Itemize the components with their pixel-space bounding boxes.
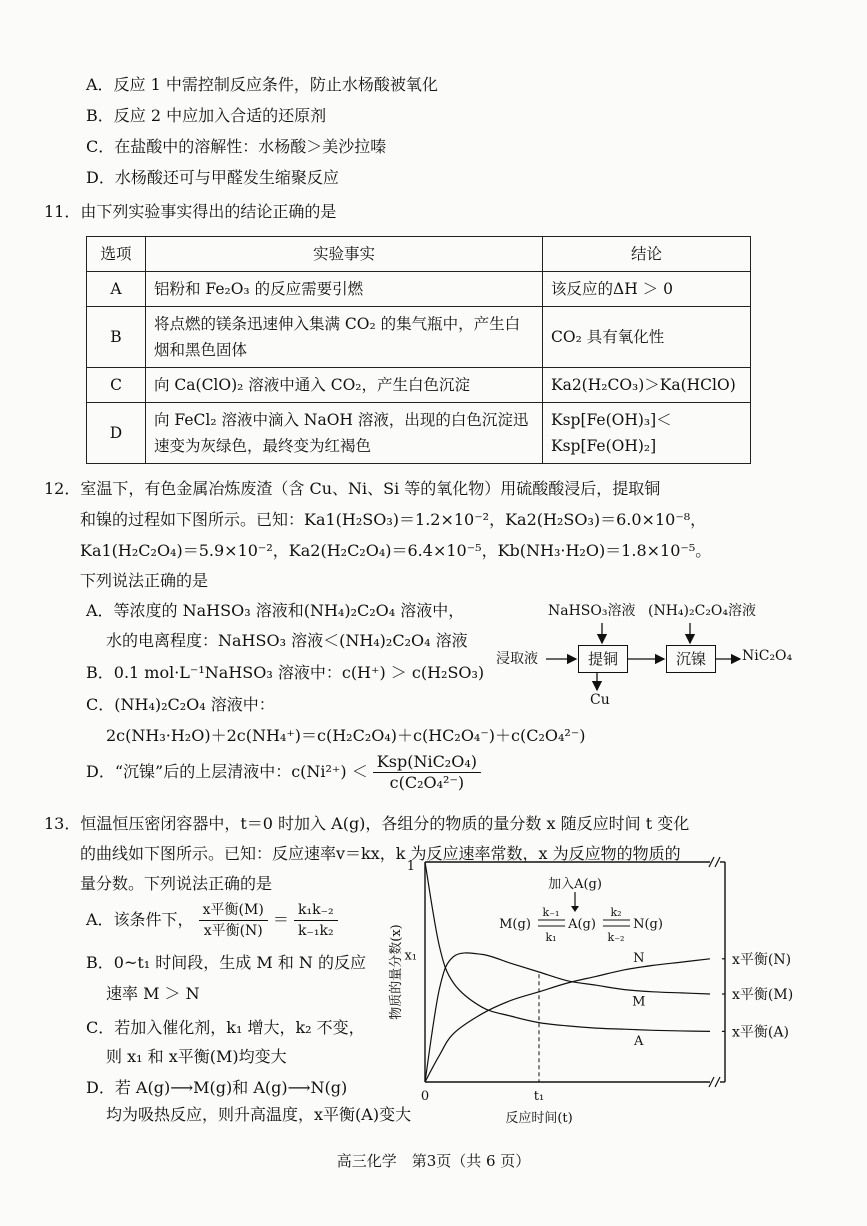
flow-input: 浸取液 (496, 651, 538, 667)
flow-step-copper: 提铜 (578, 645, 628, 673)
q12-option-d (86, 752, 481, 793)
inset-arrowhead (571, 906, 579, 912)
end-label-m: x平衡(M) (732, 987, 794, 1003)
x-tick-0: 0 (420, 1089, 430, 1104)
q12-stem-line2: 和镍的过程如下图所示。已知：Ka1(H₂SO₃)＝1.2×10⁻²，Ka2(H₂SO₃)＝6.0×10⁻⁸， (80, 510, 707, 529)
table-row (87, 368, 751, 403)
table-row (87, 272, 751, 307)
axis-break-mark (715, 1077, 720, 1087)
inset-n: N(g) (633, 917, 663, 932)
series-label-a: A (634, 1034, 644, 1050)
q13-stem-line1: 13．恒温恒压密闭容器中，t＝0 时加入 A(g)，各组分的物质的量分数 x 随反应时间 t 变化 (44, 814, 690, 833)
row-label: C (87, 368, 146, 403)
flow-reagent-oxalate: (NH₄)₂C₂O₄溶液 (648, 603, 757, 619)
q13-stem-line2: 的曲线如下图所示。已知：反应速率v＝kx，k 为反应速率常数，x 为反应物的物质的 (80, 844, 681, 863)
q13-option-b-line1: B．0~t₁ 时间段，生成 M 和 N 的反应 (86, 953, 367, 972)
row-conclusion: CO₂ 具有氧化性 (543, 307, 751, 368)
q12-option-b: B．0.1 mol·L⁻¹NaHSO₃ 溶液中：c(H⁺) ＞ c(H₂SO₃) (86, 663, 485, 682)
fraction-denominator: k₋₁k₂ (298, 923, 334, 939)
q13-option-c-line1: C．若加入催化剂，k₁ 增大，k₂ 不变， (86, 1018, 365, 1037)
end-label-a: x平衡(A) (732, 1024, 789, 1041)
q12-stem-line3: Ka1(H₂C₂O₄)＝5.9×10⁻²，Ka2(H₂C₂O₄)＝6.4×10⁻⁵，Kb(NH₃·H₂O)＝1.8×10⁻⁵。 (80, 541, 712, 560)
q13-option-a (86, 900, 338, 941)
q12-option-d-text: D．“沉镍”后的上层清液中：c(Ni²⁺) ＜ (86, 762, 368, 781)
q11-stem: 11．由下列实验事实得出的结论正确的是 (44, 202, 337, 221)
axis-break-mark (715, 857, 720, 867)
flow-arrows (490, 615, 800, 695)
inset-a: A(g) (568, 917, 596, 932)
row-label: A (87, 272, 146, 307)
row-label: D (87, 403, 146, 464)
inset-k-right-bottom: k₋₂ (607, 931, 625, 944)
q12-option-c-line2: 2c(NH₃·H₂O)＋2c(NH₄⁺)＝c(H₂C₂O₄)＋c(HC₂O₄⁻)＋c(C₂O₄²⁻) (106, 726, 586, 745)
q13-option-d-line1: D．若 A(g)⟶M(g)和 A(g)⟶N(g) (86, 1078, 348, 1097)
flow-reagent-nahso3: NaHSO₃溶液 (548, 603, 636, 619)
x-axis-label: 反应时间(t) (505, 1111, 573, 1125)
q12-option-c-line1: C．(NH₄)₂C₂O₄ 溶液中： (86, 695, 275, 714)
y-axis-label: 物质的量分数(x) (389, 924, 404, 1020)
q10-option-c: C．在盐酸中的溶解性：水杨酸＞美沙拉嗪 (86, 137, 387, 156)
curve-m (425, 950, 710, 1082)
flow-step-nickel: 沉镍 (666, 645, 716, 673)
header-option: 选项 (87, 237, 146, 272)
q12-option-a-line2: 水的电离程度：NaHSO₃ 溶液＜(NH₄)₂C₂O₄ 溶液 (106, 631, 468, 650)
fraction-numerator: Ksp(NiC₂O₄) (373, 752, 481, 773)
q12-stem-line4: 下列说法正确的是 (80, 571, 209, 590)
inset-k-right-top: k₂ (610, 906, 622, 919)
q10-option-d: D．水杨酸还可与甲醛发生缩聚反应 (86, 168, 339, 187)
row-fact: 铝粉和 Fe₂O₃ 的反应需要引燃 (146, 272, 543, 307)
end-label-n: x平衡(N) (732, 951, 792, 968)
table-header-row (87, 237, 751, 272)
row-conclusion: Ksp[Fe(OH)₃]＜Ksp[Fe(OH)₂] (543, 403, 751, 464)
q13-option-c-line2: 则 x₁ 和 x平衡(M)均变大 (106, 1047, 287, 1066)
q10-option-a: A．反应 1 中需控制反应条件，防止水杨酸被氧化 (86, 75, 438, 94)
table-row (87, 403, 751, 464)
fraction-denominator: x平衡(N) (203, 923, 263, 939)
y-tick-x1: x₁ (404, 948, 417, 964)
fraction-numerator: x平衡(M) (199, 900, 268, 921)
q10-option-b: B．反应 2 中应加入合适的还原剂 (86, 106, 327, 125)
q12-option-a-line1: A．等浓度的 NaHSO₃ 溶液和(NH₄)₂C₂O₄ 溶液中， (86, 601, 465, 620)
row-conclusion: 该反应的ΔH ＞ 0 (543, 272, 751, 307)
q13-option-b-line2: 速率 M ＞ N (106, 984, 200, 1003)
curve-n (425, 959, 710, 1082)
row-label: B (87, 307, 146, 368)
inset-k-left-bottom: k₁ (545, 931, 557, 944)
row-fact: 向 Ca(ClO)₂ 溶液中通入 CO₂，产生白色沉淀 (146, 368, 543, 403)
row-fact: 向 FeCl₂ 溶液中滴入 NaOH 溶液，出现的白色沉淀迅速变为灰绿色，最终变为红褐色 (146, 403, 543, 464)
y-tick-1: 1 (406, 859, 415, 874)
q13-option-a-text: A．该条件下， (86, 910, 194, 929)
experiment-table (86, 236, 751, 464)
header-conclusion: 结论 (543, 237, 751, 272)
equals-sign: ＝ (272, 910, 289, 929)
row-fact: 将点燃的镁条迅速伸入集满 CO₂ 的集气瓶中，产生白烟和黑色固体 (146, 307, 543, 368)
header-fact: 实验事实 (146, 237, 543, 272)
table-row (87, 307, 751, 368)
q13-stem-line3: 量分数。下列说法正确的是 (80, 874, 273, 893)
chart-labels (388, 859, 793, 1125)
k-ratio-fraction (294, 900, 338, 941)
series-label-m: M (632, 994, 646, 1010)
fraction-denominator: c(C₂O₄²⁻) (389, 773, 465, 792)
page-footer: 高三化学 第3页（共 6 页） (336, 1152, 531, 1170)
inset-m: M(g) (499, 917, 531, 932)
flow-byproduct: Cu (590, 692, 610, 708)
inset-add-label: 加入A(g) (548, 877, 602, 892)
mole-fraction-chart (370, 850, 810, 1125)
series-label-n: N (633, 950, 645, 966)
x-ratio-fraction (199, 900, 268, 941)
q13-option-d-line2: 均为吸热反应，则升高温度，x平衡(A)变大 (106, 1105, 412, 1124)
x-tick-t1: t₁ (533, 1089, 545, 1104)
row-conclusion: Ka2(H₂CO₃)＞Ka(HClO) (543, 368, 751, 403)
inset-k-left-top: k₋₁ (542, 906, 560, 919)
fraction-numerator: k₁k₋₂ (294, 900, 338, 921)
ksp-fraction (373, 752, 481, 793)
q12-stem-line1: 12．室温下，有色金属冶炼废渣（含 Cu、Ni、Si 等的氧化物）用硫酸酸浸后，提取铜 (44, 479, 661, 498)
flow-output: NiC₂O₄ (742, 648, 793, 664)
